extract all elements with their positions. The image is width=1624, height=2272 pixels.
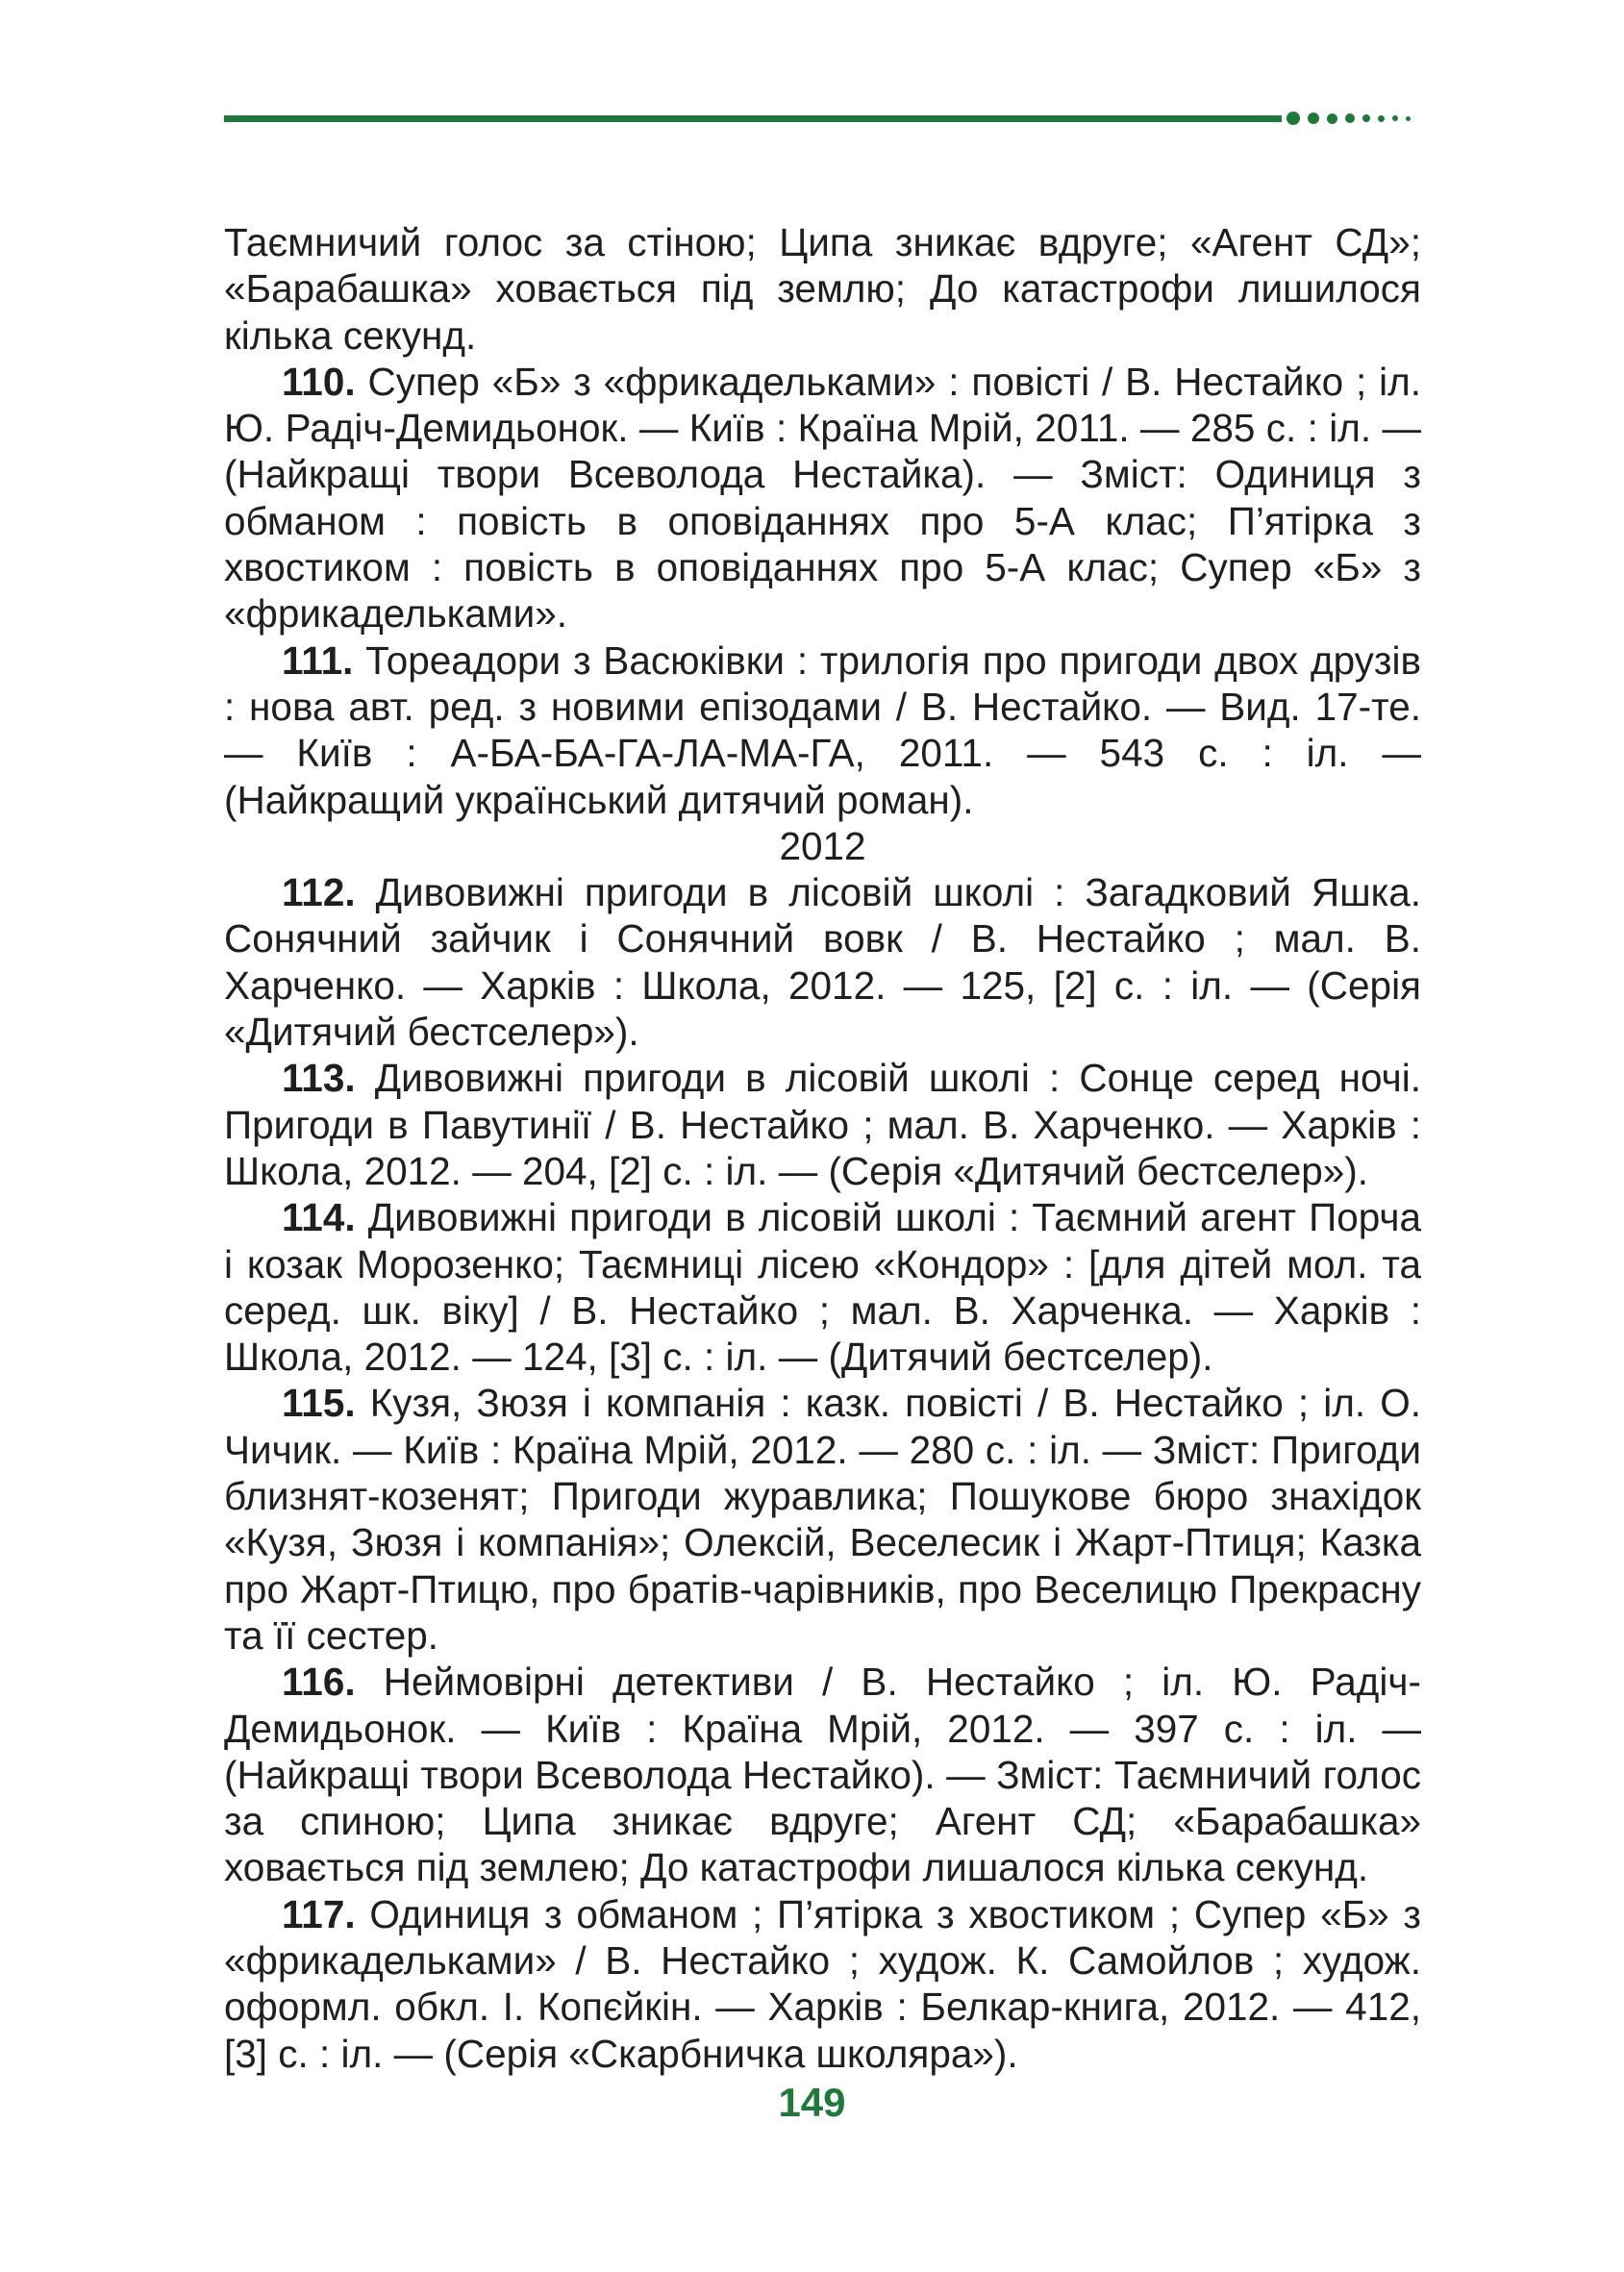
entry-text: Дивовижні пригоди в лісовій школі : Таємний агент Порча і козак Морозенко; Таємниці лісею «Кондор» : [для дітей мол. та серед. шк. віку] / В. Нестайко ; мал. В. Харченка. — Харків : Школа, 2012. — 124, [3] с. : іл. — (Дитячий бестселер). — [224, 1195, 1421, 1380]
entry-number: 117. — [282, 1891, 356, 1936]
header-dot — [1406, 116, 1411, 121]
bibliography-entry — [224, 1659, 1421, 1890]
page-number: 149 — [778, 2080, 846, 2125]
header-dots — [1287, 111, 1418, 126]
entry-number: 111. — [282, 637, 354, 683]
header-dot — [1362, 114, 1370, 122]
bibliography-entry — [224, 1891, 1421, 2077]
entry-number: 114. — [282, 1195, 356, 1240]
header-dot — [1287, 112, 1300, 125]
header-dot — [1308, 112, 1319, 124]
entry-number: 115. — [282, 1381, 356, 1426]
entry-number: 110. — [282, 359, 356, 404]
header-dot — [1378, 115, 1385, 122]
header-dot — [1327, 113, 1337, 124]
entry-number: 116. — [282, 1660, 356, 1705]
continuation-paragraph: Таємничий голос за стіною; Ципа зникає вдруге; «Агент СД»; «Барабашка» ховається під землю; До катастрофи лишилося кілька секунд. — [224, 220, 1421, 358]
entry-text: Дивовижні пригоди в лісовій школі : Загадковий Яшка. Сонячний зайчик і Сонячний вовк / В. Нестайко ; мал. В. Харченко. — Харків : Школа, 2012. — 125, [2] с. : іл. — (Серія «Дитячий бестселер»). — [224, 870, 1421, 1055]
entry-text: Тореадори з Васюківки : трилогія про пригоди двох друзів : нова авт. ред. з новими епізодами / В. Нестайко. — Вид. 17-те. — Київ : А-БА-БА-ГА-ЛА-МА-ГА, 2011. — 543 с. : іл. — (Найкращий український дитячий роман). — [224, 637, 1421, 822]
entry-number: 113. — [282, 1056, 356, 1101]
entry-text: Неймовірні детективи / В. Нестайко ; іл. Ю. Радіч-Демидьонок. — Київ : Країна Мрій, 2012. — 397 с. : іл. — (Найкращі твори Всеволода Нестайко). — Зміст: Таємничий голос за спиною; Ципа зникає вдруге; Агент СД; «Барабашка» ховається під землею; До катастрофи лишалося кілька секунд. — [224, 1660, 1421, 1890]
bibliography-entry — [224, 869, 1421, 1055]
bibliography-entry — [224, 637, 1421, 823]
entry-text: Супер «Б» з «фрикадельками» : повісті / В. Нестайко ; іл. Ю. Радіч-Демидьонок. — Київ : Країна Мрій, 2011. — 285 с. : іл. — (Найкращі твори Всеволода Нестайка). — Зміст: Одиниця з обманом : повість в оповіданнях про 5-А клас; П’ятірка з хвостиком : повість в оповіданнях про 5-А клас; Супер «Б» з «фрикадельками». — [224, 359, 1421, 637]
entry-number: 112. — [282, 870, 356, 915]
bibliography-entry — [224, 359, 1421, 637]
bibliography-body — [224, 219, 1421, 2077]
bibliography-entry — [224, 1194, 1421, 1380]
header-dot — [1345, 113, 1355, 123]
entry-text: Одиниця з обманом ; П’ятірка з хвостиком ; Супер «Б» з «фрикадельками» / В. Нестайко ; худож. К. Самойлов ; худож. оформл. обкл. І. Копєйкін. — Харків : Белкар-книга, 2012. — 412, [3] с. : іл. — (Серія «Скарбничка школяра»). — [224, 1891, 1421, 2076]
header-rule — [224, 115, 1282, 122]
year-heading: 2012 — [779, 823, 866, 868]
bibliography-entry — [224, 1380, 1421, 1659]
header-dot — [1392, 115, 1398, 121]
entry-text: Кузя, Зюзя і компанія : казк. повісті / В. Нестайко ; іл. О. Чичик. — Київ : Країна Мрій, 2012. — 280 с. : іл. — Зміст: Пригоди близнят-козенят; Пригоди журавлика; Пошукове бюро знахідок «Кузя, Зюзя і компанія»; Олексій, Веселесик і Жарт-Птиця; Казка про Жарт-Птицю, про братів-чарівників, про Веселицю Прекрасну та її сестер. — [224, 1381, 1421, 1658]
bibliography-entry — [224, 1055, 1421, 1194]
entry-text: Дивовижні пригоди в лісовій школі : Сонце серед ночі. Пригоди в Павутинії / В. Нестайко ; мал. В. Харченко. — Харків : Школа, 2012. — 204, [2] с. : іл. — (Серія «Дитячий бестселер»). — [224, 1056, 1421, 1193]
